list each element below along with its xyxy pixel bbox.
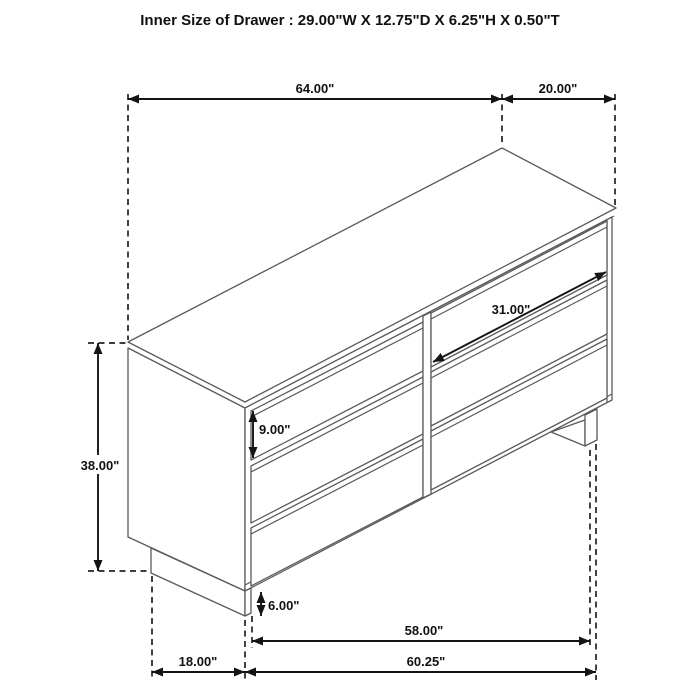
dim-label-side-base-depth: 18.00"	[178, 654, 218, 669]
dim-label-overall-height: 38.00"	[80, 458, 120, 473]
dim-label-overall-depth: 20.00"	[538, 81, 578, 96]
diagram-title: Inner Size of Drawer : 29.00"W X 12.75"D X 6.25"H X 0.50"T	[140, 12, 560, 29]
dim-label-inner-base-span: 58.00"	[404, 623, 444, 638]
dim-label-drawer-width: 31.00"	[491, 302, 531, 317]
right-leg	[585, 409, 597, 446]
dim-label-leg-height: 6.00"	[268, 598, 300, 613]
dim-label-drawer-height: 9.00"	[259, 422, 291, 437]
center-divider	[423, 312, 431, 498]
dresser-drawing	[128, 148, 616, 616]
base-plinth-front	[245, 588, 251, 616]
dim-label-outer-base-span: 60.25"	[406, 654, 446, 669]
dim-label-overall-width: 64.00"	[295, 81, 335, 96]
